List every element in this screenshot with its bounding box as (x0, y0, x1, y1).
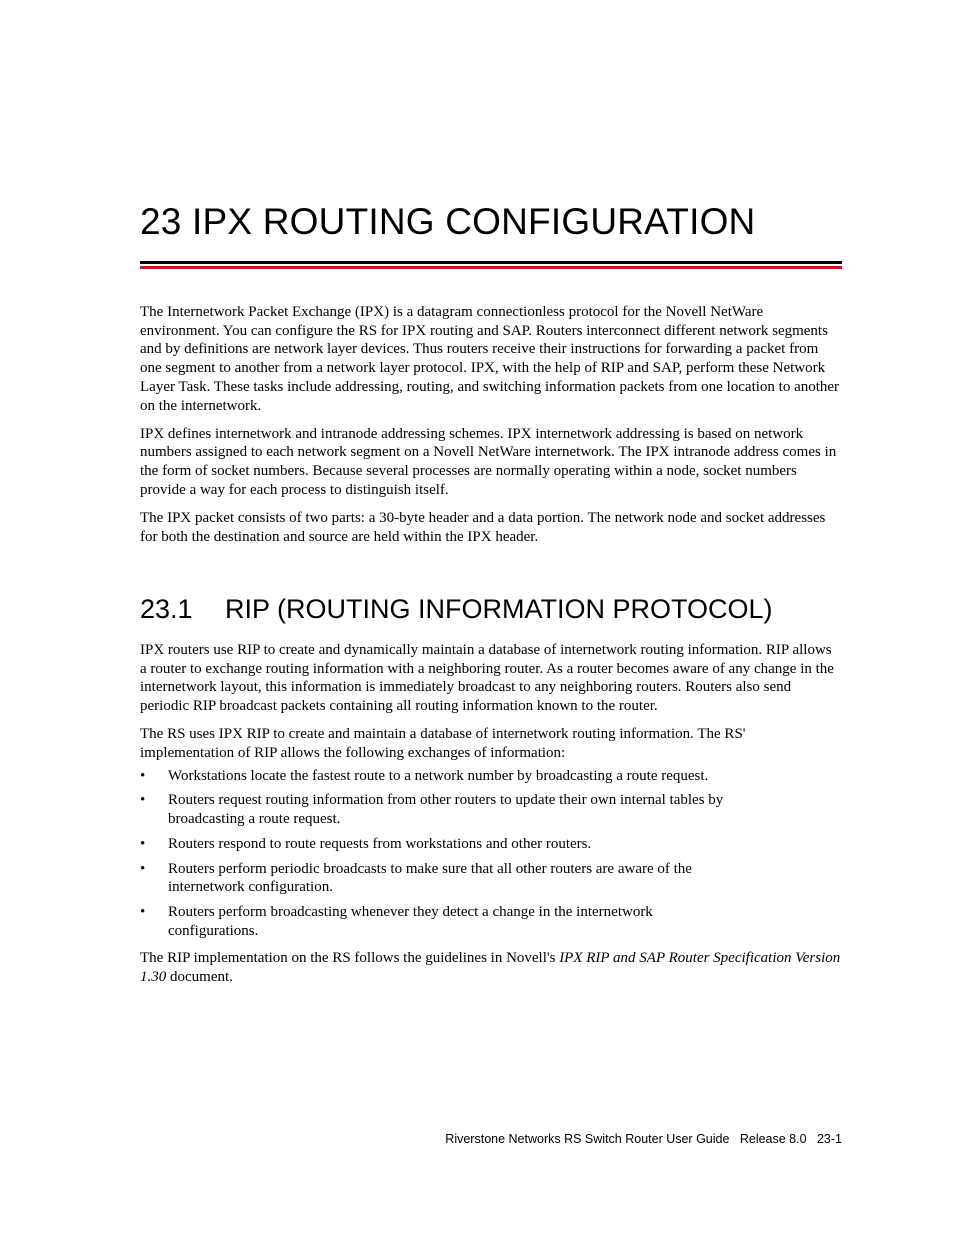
bullet-icon: • (140, 767, 146, 784)
list-item: • Routers perform broadcasting whenever they detect a change in the internetwork configurations. (140, 903, 653, 939)
list-item: • Routers request routing information from other routers to update their own internal tables by broadcasting a route request. (140, 792, 724, 828)
spec-title: IPX RIP and SAP Router Specification Version 1.30 (140, 950, 841, 986)
section-number: 23.1 (140, 594, 193, 624)
bullet-icon: • (140, 792, 146, 809)
page-footer: Riverstone Networks RS Switch Router User Guide Release 8.0 23-1 (445, 1132, 842, 1146)
rip-closing-paragraph: The RIP implementation on the RS follows the guidelines in Novell's IPX RIP and SAP Router Specification Version 1.30 document. (140, 950, 841, 986)
intro-paragraph-3: The IPX packet consists of two parts: a 30-byte header and a data portion. The network node and socket addresses for both the destination and source are held within the IPX header. (140, 510, 826, 545)
title-rule-red (140, 266, 842, 269)
rip-paragraph-2: The RS uses IPX RIP to create and maintain a database of internetwork routing information. The RS' implementation of RIP allows the following exchanges of information: (140, 726, 746, 762)
rip-bullet-list (140, 767, 842, 941)
rip-section (140, 641, 842, 996)
list-item: • Routers respond to route requests from workstations and other routers. (140, 835, 592, 852)
intro-paragraph-2: IPX defines internetwork and intranode addressing schemes. IPX internetwork addressing is based on network numbers assigned to each network segment on a Novell NetWare internetwork. The IPX intranode address comes in the form of socket numbers. Because several processes are normally operating within a node, socket numbers provide a way for each process to distinguish itself. (140, 425, 837, 498)
section-title: RIP (ROUTING INFORMATION PROTOCOL) (225, 594, 773, 624)
rip-paragraph-1: IPX routers use RIP to create and dynamically maintain a database of internetwork routing information. RIP allows a router to exchange routing information with a neighboring router. As a router becomes aware of any change in the internetwork layout, this information is immediately broadcast to any neighboring routers. Routers also send periodic RIP broadcast packets containing all routing information known to the router. (140, 642, 834, 715)
bullet-icon: • (140, 903, 146, 920)
list-item: • Workstations locate the fastest route to a network number by broadcasting a route request. (140, 767, 709, 784)
title-rule-black (140, 261, 842, 264)
bullet-icon: • (140, 860, 146, 877)
section-heading (140, 589, 773, 629)
chapter-title: 23 IPX ROUTING CONFIGURATION (140, 201, 756, 242)
list-item: • Routers perform periodic broadcasts to make sure that all other routers are aware of the internetwork configuration. (140, 860, 692, 896)
bullet-icon: • (140, 835, 146, 852)
intro-paragraph-1: The Internetwork Packet Exchange (IPX) is a datagram connectionless protocol for the Novell NetWare environment. You can configure the RS for IPX routing and SAP. Routers interconnect different network segments and by definitions are network layer devices. Thus routers receive their instructions for forwarding a packet from one segment to another from a network layer protocol. IPX, with the help of RIP and SAP, perform these Network Layer Task. These tasks include addressing, routing, and switching information packets from one location to another on the internetwork. (140, 304, 840, 414)
intro-section (140, 303, 842, 556)
